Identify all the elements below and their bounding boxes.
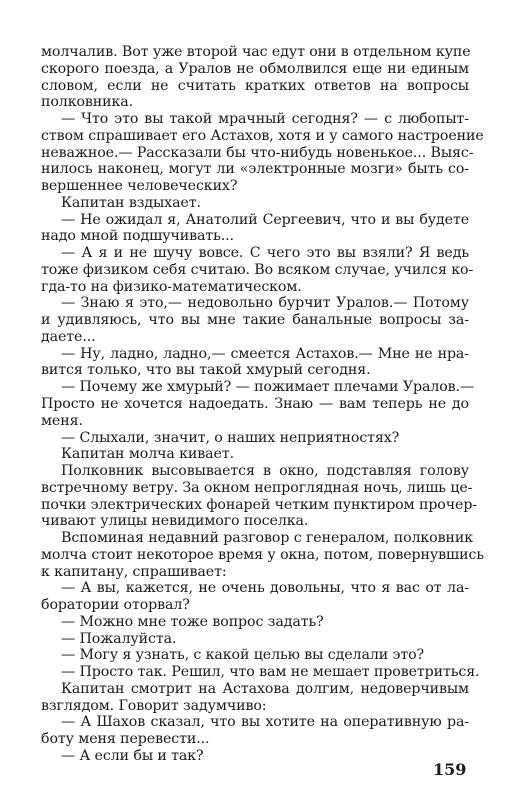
text-line: — Пожалуйста. [61, 631, 177, 647]
text-line: — Ну, ладно, ладно,— смеется Астахов.— Мне не нра- [61, 346, 469, 362]
text-line: тоже физиком себя считаю. Во всяком случае, учился ко- [41, 262, 474, 278]
text-line: молчалив. Вот уже второй час едут они в отдельном купе [41, 44, 471, 60]
text-line: — А если бы и так? [61, 748, 204, 764]
text-line: боту меня перевести... [41, 731, 210, 747]
text-line: — Можно мне тоже вопрос задать? [61, 614, 324, 630]
text-line: неважное.— Рассказали бы что-нибудь новенькое... Выяс- [41, 145, 474, 161]
text-line: к капитану, спрашивает: [41, 564, 227, 580]
text-line: боратории оторвал? [41, 597, 190, 613]
text-line: молча стоит некоторое время у окна, потом, повернувшись [41, 547, 484, 563]
text-line: даете... [41, 329, 96, 345]
text-line: ством спрашивает его Астахов, хотя и у самого настроение [41, 128, 484, 144]
text-line: встречному ветру. За окном непроглядная ночь, лишь це- [41, 480, 473, 496]
text-line: надо мной подшучивать... [41, 228, 234, 244]
text-line: скорого поезда, а Уралов не обмолвился еще ни единым [41, 61, 469, 77]
text-line: — Почему же хмурый? — пожимает плечами Уралов.— [61, 379, 475, 395]
text-line: Капитан смотрит на Астахова долгим, недоверчивым [61, 681, 469, 697]
text-line: почки электрических фонарей четким пунктиром прочер- [41, 497, 478, 513]
text-line: взглядом. Говорит задумчиво: [41, 698, 267, 714]
text-line: вершеннее человеческих? [41, 178, 238, 194]
text-line: и удивляюсь, что вы мне такие банальные вопросы за- [41, 312, 469, 328]
text-line: Просто не хочется надоедать. Знаю — вам теперь не до [41, 396, 469, 412]
text-line: — А я и не шучу вовсе. С чего это вы взяли? Я ведь [61, 245, 469, 261]
text-line: чивают улицы невидимого поселка. [41, 513, 309, 529]
text-line: Полковник высовывается в окно, подставляя голову [61, 463, 469, 479]
text-line: полковника. [41, 94, 134, 110]
text-line: вится только, что вы такой хмурый сегодня. [41, 362, 371, 378]
text-line: нилось наконец, могут ли «электронные мозги» быть со- [41, 161, 469, 177]
text-line: — Слыхали, значит, о наших неприятностях? [61, 430, 400, 446]
text-line: — Знаю я это,— недовольно бурчит Уралов.— Потому [61, 295, 469, 311]
text-line: Вспоминая недавний разговор с генералом, полковник [61, 530, 473, 546]
text-line: Капитан молча кивает. [61, 446, 234, 462]
text-line: — Просто так. Решил, что вам не мешает проветриться. [61, 664, 480, 680]
text-line: — А Шахов сказал, что вы хотите на оперативную ра- [61, 714, 469, 730]
page-number: 159 [433, 760, 467, 779]
text-line: — Что это вы такой мрачный сегодня? — с любопыт- [61, 111, 469, 127]
text-line: — Не ожидал я, Анатолий Сергеевич, что и вы будете [61, 212, 469, 228]
text-line: — А вы, кажется, не очень довольны, что я вас от ла- [61, 580, 469, 596]
text-line: Капитан вздыхает. [61, 195, 201, 211]
text-line: меня. [41, 413, 83, 429]
text-line: — Могу я узнать, с какой целью вы сделали это? [61, 647, 425, 663]
text-line: словом, если не считать кратких ответов на вопросы [41, 78, 469, 94]
text-line: гда-то на физико-математическом. [41, 279, 302, 295]
